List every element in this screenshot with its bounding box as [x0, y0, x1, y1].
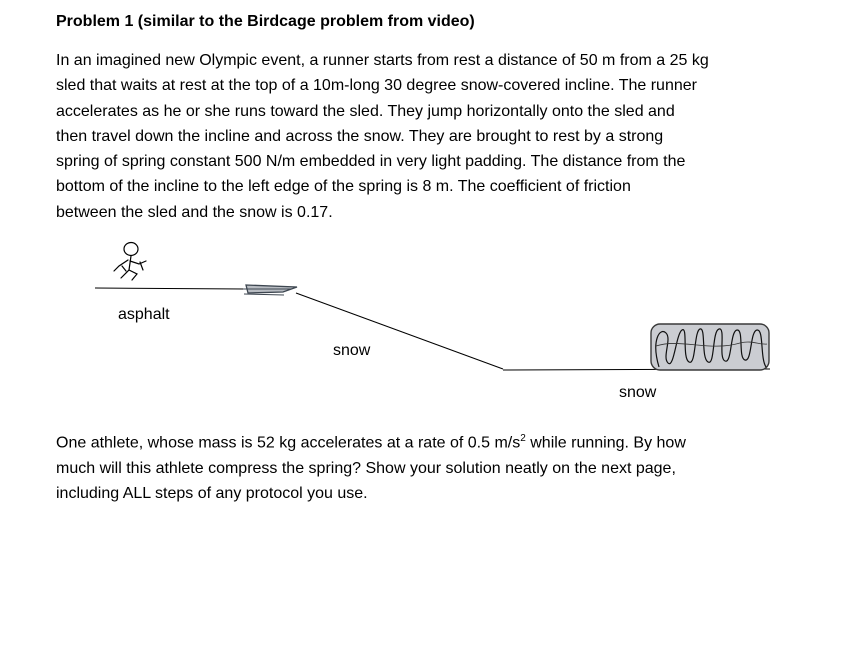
description-line: In an imagined new Olympic event, a runner starts from rest a distance of 50 m from a 25 kg — [56, 52, 709, 69]
description-line: bottom of the incline to the left edge of the spring is 8 m. The coefficient of friction — [56, 178, 631, 196]
spring-icon — [651, 324, 769, 370]
question-text — [56, 426, 796, 506]
description-line: sled that waits at rest at the top of a 10m-long 30 degree snow-covered incline. The runner — [56, 77, 697, 95]
question-line: including ALL steps of any protocol you use. — [56, 484, 368, 502]
sled-icon — [243, 285, 297, 295]
asphalt-ground-line — [95, 288, 245, 289]
description-line: between the sled and the snow is 0.17. — [56, 203, 333, 221]
question-line: much will this athlete compress the spring? Show your solution neatly on the next page, — [56, 459, 676, 477]
asphalt-label: asphalt — [118, 306, 170, 323]
units-superscript: 2 — [520, 433, 526, 444]
incline-snow-label: snow — [333, 342, 371, 359]
question-line-end: while running. By how — [525, 434, 686, 452]
runner-icon — [114, 243, 146, 281]
snow-incline-line — [296, 293, 503, 369]
question-line — [56, 426, 796, 456]
flat-snow-label: snow — [619, 384, 657, 401]
description-line: spring of spring constant 500 N/m embedded in very light padding. The distance from the — [56, 153, 686, 171]
description-line: accelerates as he or she runs toward the sled. They jump horizontally onto the sled and — [56, 102, 675, 120]
question-line-start: One athlete, whose mass is 52 kg accelerates at a rate of 0.5 m/s — [56, 434, 521, 452]
description-line: then travel down the incline and across the snow. They are brought to rest by a strong — [56, 127, 664, 145]
problem-title: Problem 1 (similar to the Birdcage problem from video) — [56, 13, 475, 30]
